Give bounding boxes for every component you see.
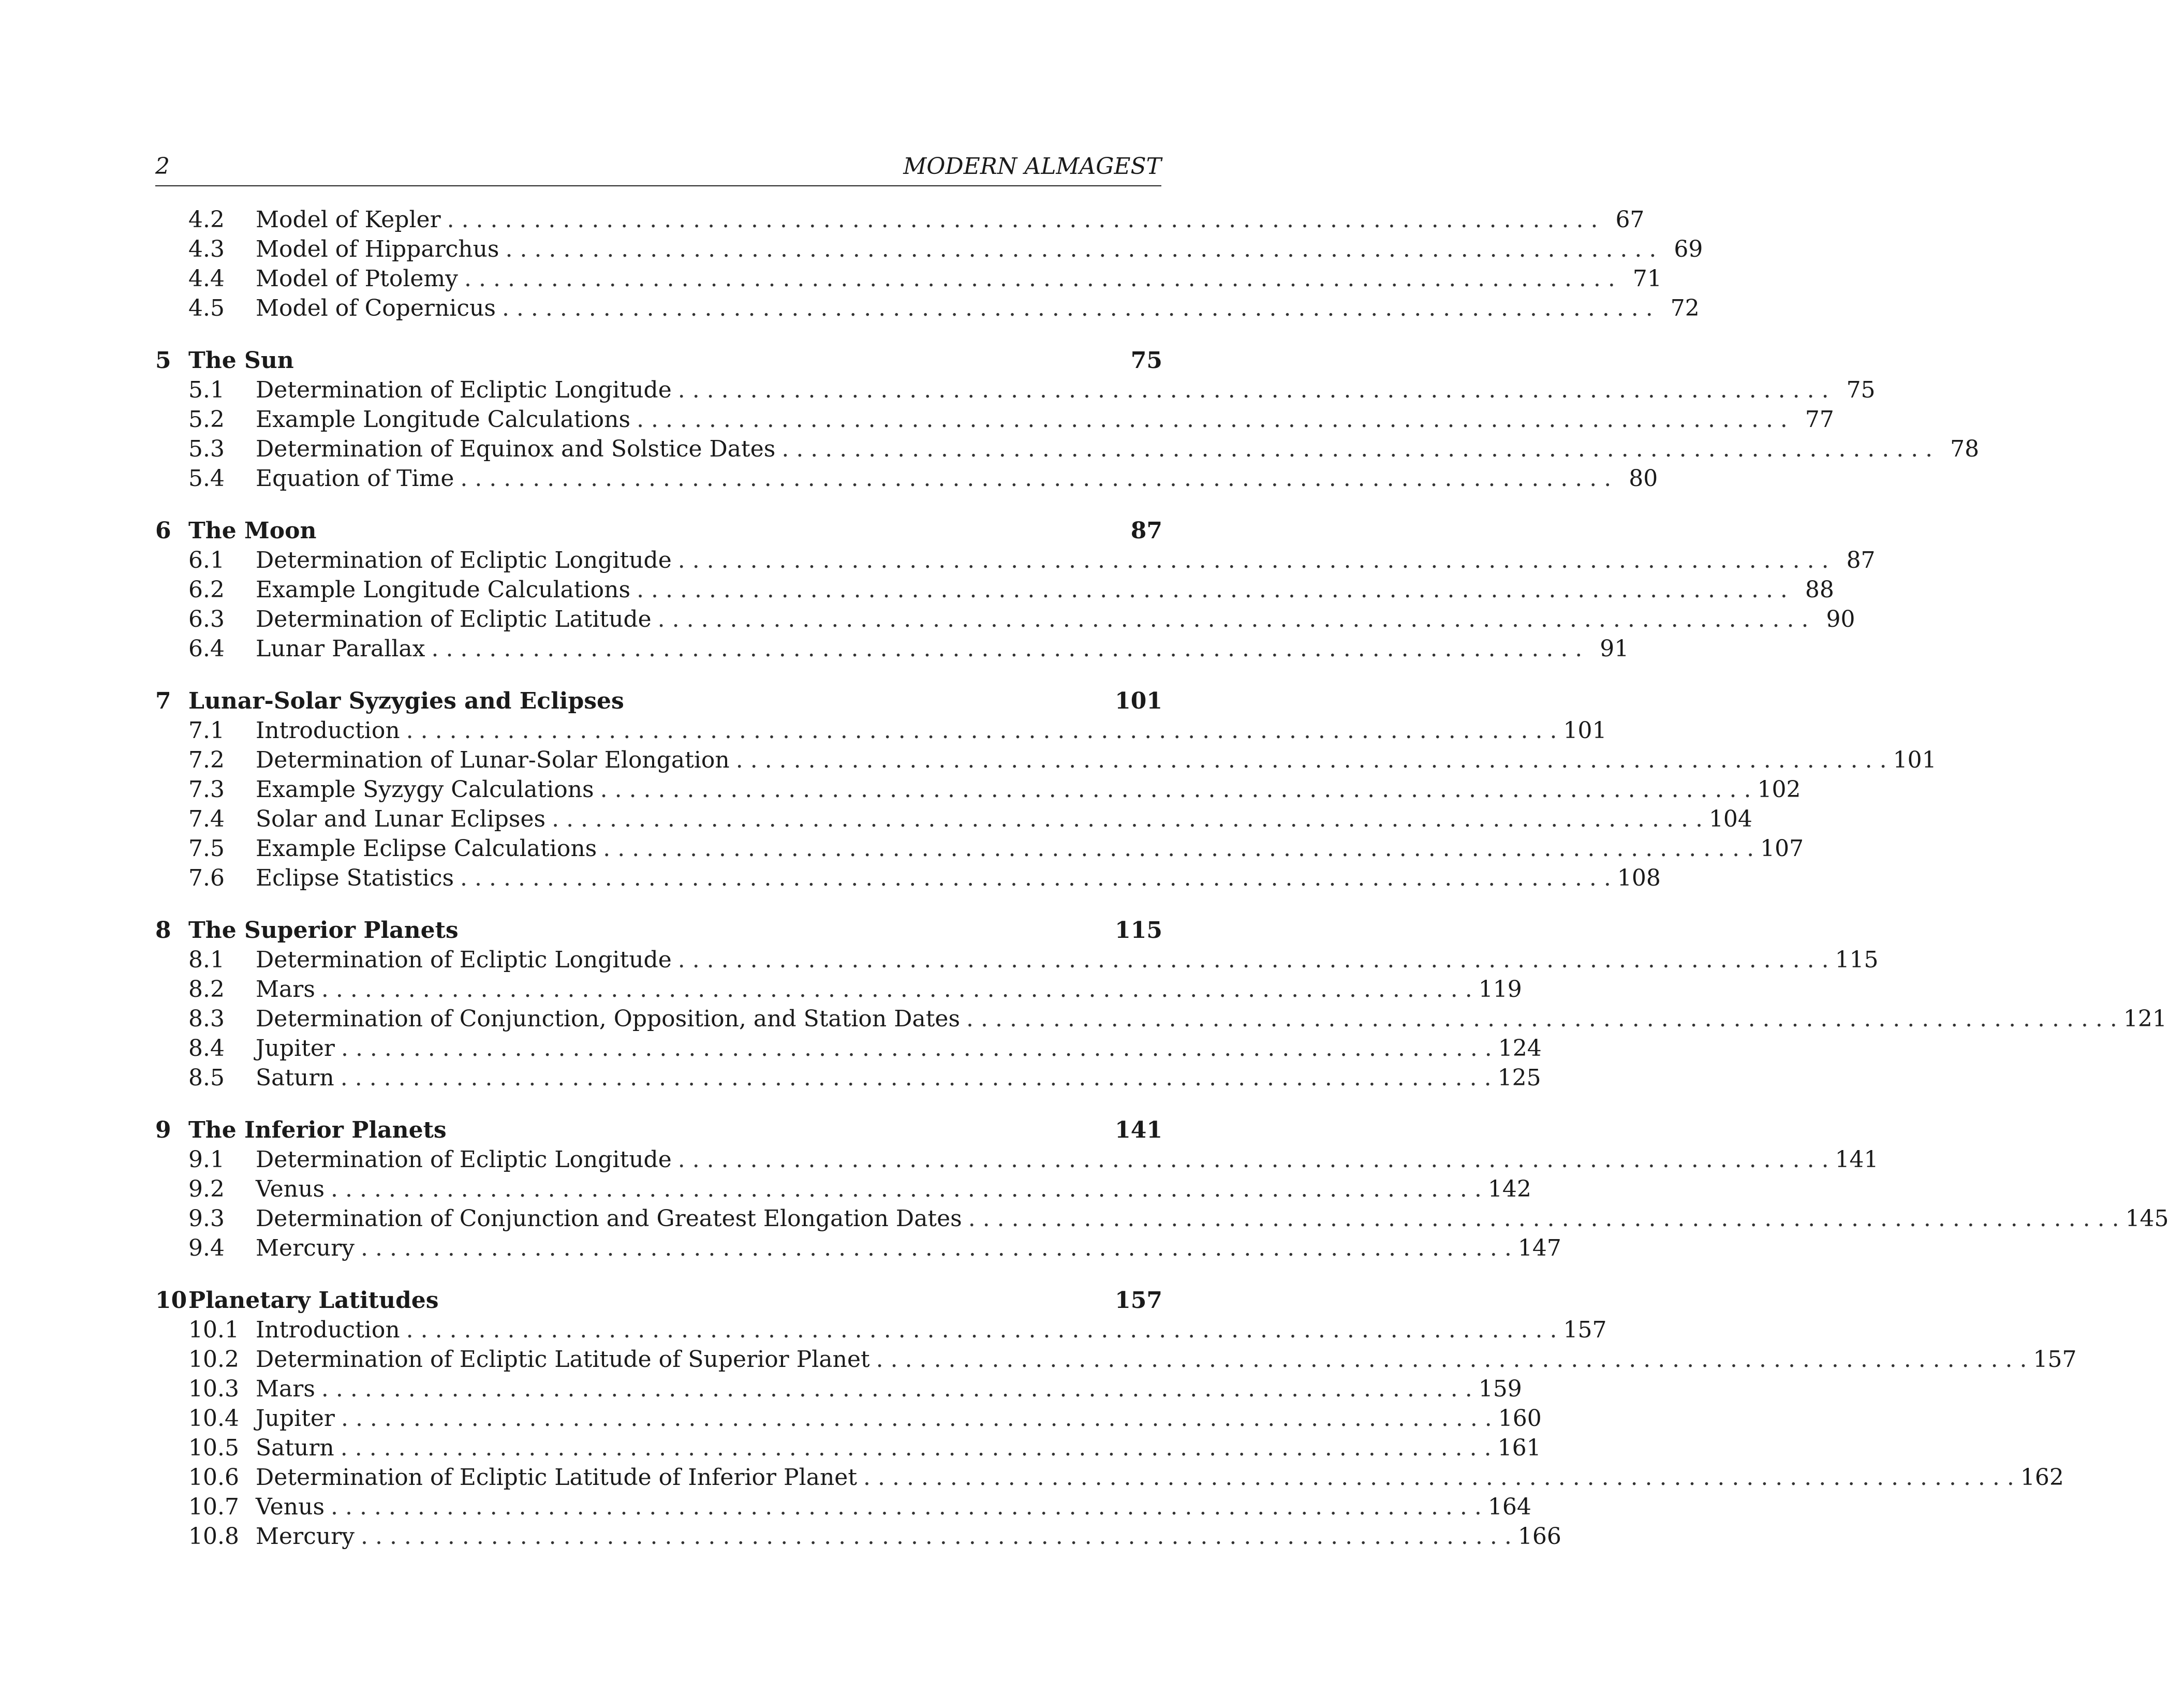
section-title: Model of Copernicus xyxy=(256,295,496,321)
leader-dots: . . . . . . . . . . . . . . . . . . . . . . . . . . . . . . . . . . . . . . . . . . . . . . . . . . . . . . . . . . . . . . . . . . . . . . . . . . . . . . . . xyxy=(501,295,1653,321)
section-title: Venus xyxy=(256,1494,325,1520)
leader-dots: . . . . . . . . . . . . . . . . . . . . . . . . . . . . . . . . . . . . . . . . . . . . . . . . . . . . . . . . . . . . . . . . . . . . . . . . . . . . . . . . xyxy=(677,1146,1829,1173)
section-title: Mars xyxy=(256,976,315,1003)
toc-entry[interactable] xyxy=(155,634,1629,664)
section-page: 115 xyxy=(1835,947,1879,973)
section-title: Model of Kepler xyxy=(256,207,441,233)
toc-entry[interactable] xyxy=(155,1004,2167,1034)
chapter-title: The Inferior Planets xyxy=(188,1117,447,1143)
toc-entry[interactable] xyxy=(155,716,1607,745)
section-page: 147 xyxy=(1517,1235,1561,1261)
leader-dots: . . . . . . . . . . . . . . . . . . . . . . . . . . . . . . . . . . . . . . . . . . . . . . . . . . . . . . . . . . . . . . . . . . . . . . . . . . . . . . . . xyxy=(340,1435,1492,1461)
toc-entry[interactable] xyxy=(155,1522,1561,1551)
section-page: 88 xyxy=(1805,577,1834,603)
section-title: Jupiter xyxy=(256,1035,335,1062)
section-number: 7.2 xyxy=(188,747,225,773)
chapter-heading[interactable] xyxy=(155,1286,1162,1315)
section-title: Determination of Equinox and Solstice Dates xyxy=(256,436,776,462)
section-page: 101 xyxy=(1893,747,1937,773)
leader-dots: . . . . . . . . . . . . . . . . . . . . . . . . . . . . . . . . . . . . . . . . . . . . . . . . . . . . . . . . . . . . . . . . . . . . . . . . . . . . . . . . xyxy=(406,1317,1557,1343)
chapter-heading[interactable] xyxy=(155,516,1162,546)
section-title: Determination of Ecliptic Longitude xyxy=(256,1146,672,1173)
leader-dots: . . . . . . . . . . . . . . . . . . . . . . . . . . . . . . . . . . . . . . . . . . . . . . . . . . . . . . . . . . . . . . . . . . . . . . . . . . . . . . . . xyxy=(781,436,1933,462)
chapter-heading[interactable] xyxy=(155,916,1162,945)
section-page: 67 xyxy=(1615,207,1645,233)
section-number: 9.4 xyxy=(188,1235,225,1261)
section-number: 10.8 xyxy=(188,1523,239,1550)
section-number: 4.3 xyxy=(188,236,225,262)
section-number: 5.2 xyxy=(188,406,225,433)
toc-entry[interactable] xyxy=(155,605,1855,634)
section-number: 5.3 xyxy=(188,436,225,462)
section-page: 166 xyxy=(1517,1523,1561,1550)
section-title: Introduction xyxy=(256,1317,400,1343)
section-number: 8.4 xyxy=(188,1035,225,1062)
section-page: 75 xyxy=(1846,377,1876,403)
section-title: Mercury xyxy=(256,1523,355,1550)
section-number: 10.7 xyxy=(188,1494,239,1520)
running-title: MODERN ALMAGEST xyxy=(903,153,1161,180)
section-number: 8.2 xyxy=(188,976,225,1003)
toc-entry[interactable] xyxy=(155,205,1645,234)
section-title: Example Eclipse Calculations xyxy=(256,835,597,862)
toc-entry[interactable] xyxy=(155,745,1937,775)
chapter-heading[interactable] xyxy=(155,686,1162,716)
toc-entry[interactable] xyxy=(155,293,1700,323)
section-title: Model of Hipparchus xyxy=(256,236,499,262)
section-page: 145 xyxy=(2125,1205,2169,1232)
section-title: Determination of Ecliptic Longitude xyxy=(256,377,672,403)
section-title: Equation of Time xyxy=(256,465,454,492)
chapter-page: 115 xyxy=(1115,917,1162,944)
section-page: 142 xyxy=(1487,1176,1531,1202)
section-title: Jupiter xyxy=(256,1405,335,1432)
section-number: 5.4 xyxy=(188,465,225,492)
leader-dots: . . . . . . . . . . . . . . . . . . . . . . . . . . . . . . . . . . . . . . . . . . . . . . . . . . . . . . . . . . . . . . . . . . . . . . . . . . . . . . . . xyxy=(966,1006,2117,1032)
section-number: 10.1 xyxy=(188,1317,239,1343)
chapter-page: 87 xyxy=(1130,518,1162,544)
chapter-page: 101 xyxy=(1115,688,1162,714)
toc-entry[interactable] xyxy=(155,434,1980,464)
chapter-title: The Superior Planets xyxy=(188,917,459,944)
toc-entry[interactable] xyxy=(155,1204,2169,1233)
section-page: 164 xyxy=(1487,1494,1531,1520)
section-title: Venus xyxy=(256,1176,325,1202)
section-title: Example Syzygy Calculations xyxy=(256,776,594,803)
toc-entry[interactable] xyxy=(155,975,1522,1004)
section-page: 121 xyxy=(2123,1006,2167,1032)
section-number: 9.3 xyxy=(188,1205,225,1232)
toc-chapter xyxy=(155,516,1876,664)
section-number: 6.4 xyxy=(188,636,225,662)
section-page: 160 xyxy=(1498,1405,1542,1432)
leader-dots: . . . . . . . . . . . . . . . . . . . . . . . . . . . . . . . . . . . . . . . . . . . . . . . . . . . . . . . . . . . . . . . . . . . . . . . . . . . . . . . . xyxy=(331,1494,1482,1520)
table-of-contents xyxy=(155,205,2169,1551)
leader-dots: . . . . . . . . . . . . . . . . . . . . . . . . . . . . . . . . . . . . . . . . . . . . . . . . . . . . . . . . . . . . . . . . . . . . . . . . . . . . . . . . xyxy=(637,406,1788,433)
leader-dots: . . . . . . . . . . . . . . . . . . . . . . . . . . . . . . . . . . . . . . . . . . . . . . . . . . . . . . . . . . . . . . . . . . . . . . . . . . . . . . . . xyxy=(677,947,1829,973)
section-title: Mercury xyxy=(256,1235,355,1261)
chapter-title: Planetary Latitudes xyxy=(188,1287,439,1314)
toc-entry[interactable] xyxy=(155,234,1703,264)
section-number: 10.2 xyxy=(188,1346,239,1373)
section-page: 104 xyxy=(1708,806,1752,832)
section-page: 102 xyxy=(1757,776,1801,803)
toc-entry[interactable] xyxy=(155,575,1834,605)
section-title: Determination of Ecliptic Latitude of Inferior Planet xyxy=(256,1464,858,1491)
leader-dots: . . . . . . . . . . . . . . . . . . . . . . . . . . . . . . . . . . . . . . . . . . . . . . . . . . . . . . . . . . . . . . . . . . . . . . . . . . . . . . . . xyxy=(341,1035,1492,1062)
toc-entry[interactable] xyxy=(155,1374,1522,1404)
leader-dots: . . . . . . . . . . . . . . . . . . . . . . . . . . . . . . . . . . . . . . . . . . . . . . . . . . . . . . . . . . . . . . . . . . . . . . . . . . . . . . . . xyxy=(460,465,1612,492)
toc-entry[interactable] xyxy=(155,405,1834,434)
leader-dots: . . . . . . . . . . . . . . . . . . . . . . . . . . . . . . . . . . . . . . . . . . . . . . . . . . . . . . . . . . . . . . . . . . . . . . . . . . . . . . . . xyxy=(431,636,1583,662)
leader-dots: . . . . . . . . . . . . . . . . . . . . . . . . . . . . . . . . . . . . . . . . . . . . . . . . . . . . . . . . . . . . . . . . . . . . . . . . . . . . . . . . xyxy=(677,377,1829,403)
section-number: 6.3 xyxy=(188,606,225,632)
section-title: Determination of Ecliptic Longitude xyxy=(256,547,672,573)
toc-entry[interactable] xyxy=(155,1233,1561,1263)
section-number: 8.5 xyxy=(188,1065,225,1091)
section-page: 141 xyxy=(1835,1146,1879,1173)
leader-dots: . . . . . . . . . . . . . . . . . . . . . . . . . . . . . . . . . . . . . . . . . . . . . . . . . . . . . . . . . . . . . . . . . . . . . . . . . . . . . . . . xyxy=(863,1464,2014,1491)
chapter-page: 157 xyxy=(1115,1287,1162,1314)
section-page: 159 xyxy=(1478,1376,1522,1402)
section-title: Example Longitude Calculations xyxy=(256,406,631,433)
leader-dots: . . . . . . . . . . . . . . . . . . . . . . . . . . . . . . . . . . . . . . . . . . . . . . . . . . . . . . . . . . . . . . . . . . . . . . . . . . . . . . . . xyxy=(340,1065,1492,1091)
section-page: 124 xyxy=(1498,1035,1542,1062)
toc-entry[interactable] xyxy=(155,1174,1531,1204)
section-number: 7.1 xyxy=(188,717,225,744)
chapter-number: 8 xyxy=(155,917,171,944)
chapter-page: 141 xyxy=(1115,1117,1162,1143)
leader-dots: . . . . . . . . . . . . . . . . . . . . . . . . . . . . . . . . . . . . . . . . . . . . . . . . . . . . . . . . . . . . . . . . . . . . . . . . . . . . . . . . xyxy=(735,747,1887,773)
leader-dots: . . . . . . . . . . . . . . . . . . . . . . . . . . . . . . . . . . . . . . . . . . . . . . . . . . . . . . . . . . . . . . . . . . . . . . . . . . . . . . . . xyxy=(876,1346,2027,1373)
leader-dots: . . . . . . . . . . . . . . . . . . . . . . . . . . . . . . . . . . . . . . . . . . . . . . . . . . . . . . . . . . . . . . . . . . . . . . . . . . . . . . . . xyxy=(464,266,1615,292)
section-number: 5.1 xyxy=(188,377,225,403)
toc-entry[interactable] xyxy=(155,775,1801,804)
toc-entry[interactable] xyxy=(155,1034,1542,1063)
section-title: Introduction xyxy=(256,717,400,744)
section-title: Solar and Lunar Eclipses xyxy=(256,806,546,832)
section-title: Determination of Lunar-Solar Elongation xyxy=(256,747,730,773)
leader-dots: . . . . . . . . . . . . . . . . . . . . . . . . . . . . . . . . . . . . . . . . . . . . . . . . . . . . . . . . . . . . . . . . . . . . . . . . . . . . . . . . xyxy=(637,577,1788,603)
section-page: 107 xyxy=(1760,835,1804,862)
toc-entry[interactable] xyxy=(155,546,1876,575)
leader-dots: . . . . . . . . . . . . . . . . . . . . . . . . . . . . . . . . . . . . . . . . . . . . . . . . . . . . . . . . . . . . . . . . . . . . . . . . . . . . . . . . xyxy=(447,207,1598,233)
section-title: Saturn xyxy=(256,1065,334,1091)
section-page: 119 xyxy=(1478,976,1522,1003)
leader-dots: . . . . . . . . . . . . . . . . . . . . . . . . . . . . . . . . . . . . . . . . . . . . . . . . . . . . . . . . . . . . . . . . . . . . . . . . . . . . . . . . xyxy=(406,717,1557,744)
section-number: 10.4 xyxy=(188,1405,239,1432)
section-number: 10.5 xyxy=(188,1435,239,1461)
toc-chapter xyxy=(155,686,1937,893)
toc-chapter xyxy=(155,1286,2077,1551)
toc-entry[interactable] xyxy=(155,863,1661,893)
section-page: 101 xyxy=(1563,717,1607,744)
section-page: 71 xyxy=(1632,266,1662,292)
section-number: 10.6 xyxy=(188,1464,239,1491)
toc-entry[interactable] xyxy=(155,1345,2077,1374)
section-page: 90 xyxy=(1826,606,1855,632)
section-page: 161 xyxy=(1497,1435,1541,1461)
section-number: 4.5 xyxy=(188,295,225,321)
toc-chapter xyxy=(155,205,1703,323)
leader-dots: . . . . . . . . . . . . . . . . . . . . . . . . . . . . . . . . . . . . . . . . . . . . . . . . . . . . . . . . . . . . . . . . . . . . . . . . . . . . . . . . xyxy=(361,1523,1512,1550)
chapter-number: 7 xyxy=(155,688,171,714)
section-number: 10.3 xyxy=(188,1376,239,1402)
chapter-number: 10 xyxy=(155,1287,187,1314)
section-number: 6.1 xyxy=(188,547,225,573)
section-title: Determination of Ecliptic Latitude xyxy=(256,606,652,632)
section-title: Eclipse Statistics xyxy=(256,865,454,891)
section-title: Lunar Parallax xyxy=(256,636,425,662)
section-page: 80 xyxy=(1629,465,1658,492)
section-number: 8.1 xyxy=(188,947,225,973)
chapter-number: 6 xyxy=(155,518,171,544)
leader-dots: . . . . . . . . . . . . . . . . . . . . . . . . . . . . . . . . . . . . . . . . . . . . . . . . . . . . . . . . . . . . . . . . . . . . . . . . . . . . . . . . xyxy=(505,236,1657,262)
chapter-title: The Moon xyxy=(188,518,317,544)
toc-entry[interactable] xyxy=(155,804,1752,834)
section-title: Determination of Conjunction, Opposition, and Station Dates xyxy=(256,1006,961,1032)
toc-entry[interactable] xyxy=(155,1145,1879,1174)
section-page: 125 xyxy=(1497,1065,1541,1091)
section-number: 9.1 xyxy=(188,1146,225,1173)
section-page: 72 xyxy=(1670,295,1700,321)
section-number: 4.4 xyxy=(188,266,225,292)
toc-entry[interactable] xyxy=(155,375,1876,405)
section-number: 7.6 xyxy=(188,865,225,891)
toc-entry[interactable] xyxy=(155,945,1879,975)
leader-dots: . . . . . . . . . . . . . . . . . . . . . . . . . . . . . . . . . . . . . . . . . . . . . . . . . . . . . . . . . . . . . . . . . . . . . . . . . . . . . . . . xyxy=(331,1176,1482,1202)
section-number: 7.5 xyxy=(188,835,225,862)
toc-entry[interactable] xyxy=(155,1463,2064,1492)
section-number: 7.3 xyxy=(188,776,225,803)
section-number: 4.2 xyxy=(188,207,225,233)
section-title: Mars xyxy=(256,1376,315,1402)
section-page: 77 xyxy=(1805,406,1834,433)
leader-dots: . . . . . . . . . . . . . . . . . . . . . . . . . . . . . . . . . . . . . . . . . . . . . . . . . . . . . . . . . . . . . . . . . . . . . . . . . . . . . . . . xyxy=(460,865,1611,891)
section-title: Saturn xyxy=(256,1435,334,1461)
section-page: 69 xyxy=(1674,236,1703,262)
section-page: 157 xyxy=(1563,1317,1607,1343)
leader-dots: . . . . . . . . . . . . . . . . . . . . . . . . . . . . . . . . . . . . . . . . . . . . . . . . . . . . . . . . . . . . . . . . . . . . . . . . . . . . . . . . xyxy=(321,1376,1472,1402)
toc-entry[interactable] xyxy=(155,1063,1541,1093)
toc-entry[interactable] xyxy=(155,1315,1607,1345)
section-number: 6.2 xyxy=(188,577,225,603)
page-header xyxy=(155,153,1161,186)
section-page: 91 xyxy=(1600,636,1629,662)
section-page: 157 xyxy=(2033,1346,2077,1373)
section-number: 9.2 xyxy=(188,1176,225,1202)
toc-chapter xyxy=(155,1115,2169,1263)
section-number: 8.3 xyxy=(188,1006,225,1032)
section-page: 162 xyxy=(2020,1464,2064,1491)
leader-dots: . . . . . . . . . . . . . . . . . . . . . . . . . . . . . . . . . . . . . . . . . . . . . . . . . . . . . . . . . . . . . . . . . . . . . . . . . . . . . . . . xyxy=(603,835,1754,862)
section-title: Determination of Conjunction and Greatest Elongation Dates xyxy=(256,1205,962,1232)
chapter-number: 9 xyxy=(155,1117,171,1143)
leader-dots: . . . . . . . . . . . . . . . . . . . . . . . . . . . . . . . . . . . . . . . . . . . . . . . . . . . . . . . . . . . . . . . . . . . . . . . . . . . . . . . . xyxy=(341,1405,1492,1432)
chapter-title: The Sun xyxy=(188,347,294,374)
leader-dots: . . . . . . . . . . . . . . . . . . . . . . . . . . . . . . . . . . . . . . . . . . . . . . . . . . . . . . . . . . . . . . . . . . . . . . . . . . . . . . . . xyxy=(600,776,1751,803)
toc-entry[interactable] xyxy=(155,464,1658,493)
section-title: Determination of Ecliptic Longitude xyxy=(256,947,672,973)
toc-chapter xyxy=(155,346,1980,493)
chapter-number: 5 xyxy=(155,347,171,374)
section-title: Determination of Ecliptic Latitude of Superior Planet xyxy=(256,1346,870,1373)
leader-dots: . . . . . . . . . . . . . . . . . . . . . . . . . . . . . . . . . . . . . . . . . . . . . . . . . . . . . . . . . . . . . . . . . . . . . . . . . . . . . . . . xyxy=(677,547,1829,573)
leader-dots: . . . . . . . . . . . . . . . . . . . . . . . . . . . . . . . . . . . . . . . . . . . . . . . . . . . . . . . . . . . . . . . . . . . . . . . . . . . . . . . . xyxy=(321,976,1472,1003)
page-number: 2 xyxy=(155,153,170,180)
leader-dots: . . . . . . . . . . . . . . . . . . . . . . . . . . . . . . . . . . . . . . . . . . . . . . . . . . . . . . . . . . . . . . . . . . . . . . . . . . . . . . . . xyxy=(657,606,1809,632)
toc-entry[interactable] xyxy=(155,1404,1542,1433)
leader-dots: . . . . . . . . . . . . . . . . . . . . . . . . . . . . . . . . . . . . . . . . . . . . . . . . . . . . . . . . . . . . . . . . . . . . . . . . . . . . . . . . xyxy=(361,1235,1512,1261)
toc-entry[interactable] xyxy=(155,1433,1541,1463)
section-page: 87 xyxy=(1846,547,1876,573)
section-title: Example Longitude Calculations xyxy=(256,577,631,603)
section-page: 108 xyxy=(1617,865,1661,891)
toc-entry[interactable] xyxy=(155,264,1662,293)
toc-entry[interactable] xyxy=(155,1492,1531,1522)
toc-chapter xyxy=(155,916,2167,1093)
chapter-heading[interactable] xyxy=(155,1115,1162,1145)
section-number: 7.4 xyxy=(188,806,225,832)
chapter-title: Lunar-Solar Syzygies and Eclipses xyxy=(188,688,624,714)
section-page: 78 xyxy=(1950,436,1980,462)
toc-entry[interactable] xyxy=(155,834,1804,863)
leader-dots: . . . . . . . . . . . . . . . . . . . . . . . . . . . . . . . . . . . . . . . . . . . . . . . . . . . . . . . . . . . . . . . . . . . . . . . . . . . . . . . . xyxy=(552,806,1703,832)
leader-dots: . . . . . . . . . . . . . . . . . . . . . . . . . . . . . . . . . . . . . . . . . . . . . . . . . . . . . . . . . . . . . . . . . . . . . . . . . . . . . . . . xyxy=(968,1205,2119,1232)
section-title: Model of Ptolemy xyxy=(256,266,459,292)
chapter-page: 75 xyxy=(1130,347,1162,374)
chapter-heading[interactable] xyxy=(155,346,1162,375)
